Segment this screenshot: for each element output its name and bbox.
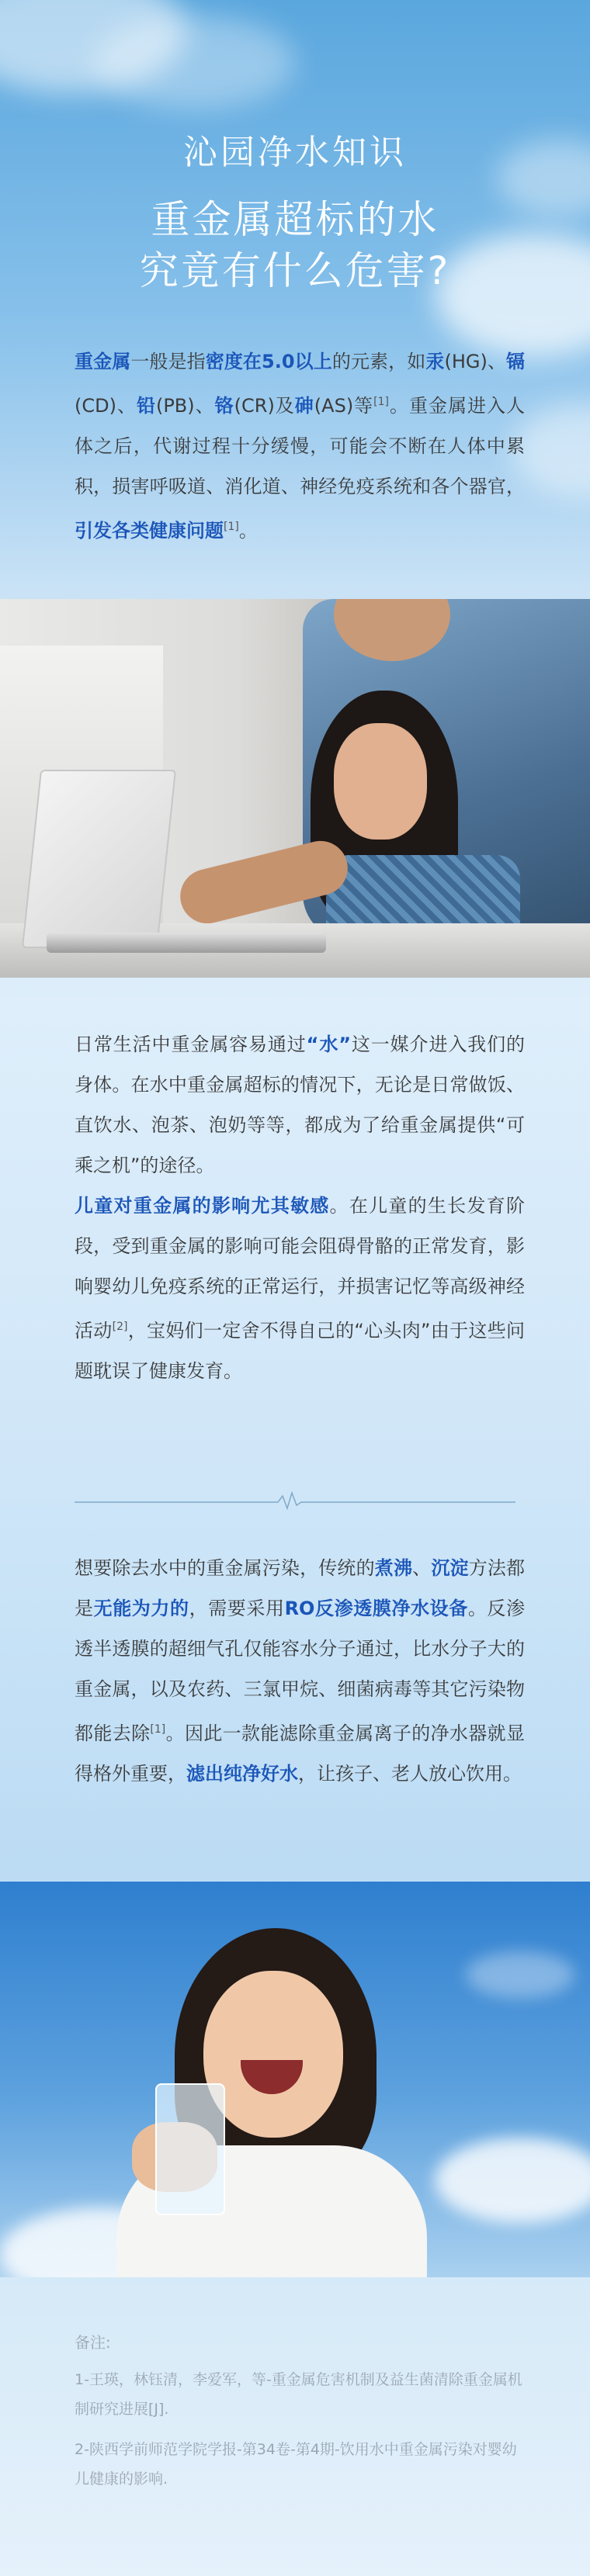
solution-paragraph [75,1548,525,1794]
para4-text: 方法都是 [75,1557,526,1619]
water-paragraph [75,1024,525,1186]
brand-title: 沁园净水知识 [183,133,407,172]
photo-couple-laptop [0,599,590,978]
term-boiling: 煮沸 [374,1557,413,1579]
term-heavy-metal: 重金属 [75,351,131,372]
note-item-1: 1-王瑛，林钰清，李爱军，等-重金属危害机制及益生菌清除重金属机制研究进展[J]. [75,2371,522,2418]
term-arsenic: 砷 [294,395,314,417]
note-item-2: 2-陕西学前师范学院学报-第34卷-第4期-饮用水中重金属污染对婴幼儿健康的影响. [75,2441,517,2488]
term-sedimentation: 沉淀 [431,1557,469,1579]
para4-text: 。反渗透半透膜的超细气孔仅能容水分子通过，比水分子大的重金属，以及农药、三氯甲烷、细菌病毒等其它污染物都能去除 [75,1598,526,1744]
para4-text: ，需要采用 [189,1598,285,1619]
para2-text: 日常生活中重金属容易通过 [75,1034,307,1055]
term-powerless: 无能为力的 [93,1598,189,1619]
term-density: 密度在5.0以上 [205,351,332,372]
para4-text: ，让孩子、老人放心饮用。 [298,1763,522,1785]
para2-text: 这一媒介进入我们的身体。在水中重金属超标的情况下，无论是日常做饭、直饮水、泡茶、泡奶等等，都成为了给重金属提供“可乘之机”的途径。 [75,1034,526,1176]
para3-text: ，宝妈们一定舍不得自己的“心头肉”由于这些问题耽误了健康发育。 [75,1320,525,1382]
intro-text: (CR)及 [234,395,295,417]
intro-text: (PB)、 [155,395,215,417]
term-cadmium: 镉 [506,351,526,372]
intro-text: 的元素，如 [331,351,426,372]
references-notes [75,2328,525,2494]
reference-marker: [1] [373,396,390,408]
children-paragraph [75,1186,525,1391]
intro-text: (AS)等 [314,395,374,417]
photo-girl-drinking-water [0,1882,590,2277]
intro-paragraph [75,341,525,551]
para4-text: 、 [412,1557,432,1579]
reference-marker: [2] [112,1321,128,1333]
term-chromium: 铬 [214,395,234,417]
para3-text: 。在儿童的生长发育阶段，受到重金属的影响可能会阻碍骨骼的正常发育，影响婴幼儿免疫系统的正常运行，并损害记忆等高级神经活动 [75,1195,526,1342]
para4-text: 想要除去水中的重金属污染，传统的 [75,1557,375,1579]
term-pure-water: 滤出纯净好水 [186,1763,298,1785]
term-children-sensitive: 儿童对重金属的影响尤其敏感 [75,1195,330,1217]
headline-line-2: 究竟有什么危害? [139,248,451,293]
para4-text: 。因此一款能滤除重金属离子的净水器就显得格外重要， [75,1723,526,1785]
term-mercury: 汞 [425,351,445,372]
reference-marker: [1] [224,521,239,533]
term-health-problems: 引发各类健康问题 [75,520,224,542]
intro-text: 。 [238,520,258,542]
intro-text: (HG)、 [444,351,507,372]
term-lead: 铅 [136,395,156,417]
reference-marker: [1] [150,1723,166,1736]
headline-line-1: 重金属超标的水 [151,197,439,242]
term-ro-device: RO反渗透膜净水设备 [284,1598,468,1619]
intro-text: (CD)、 [75,395,137,417]
heartbeat-divider-icon [75,1491,515,1510]
intro-text: 一般是指 [130,351,206,372]
term-water: “水” [306,1034,351,1055]
intro-text: 。重金属进入人体之后，代谢过程十分缓慢，可能会不断在人体中累积，损害呼吸道、消化道、神经免疫系统和各个器官， [75,395,525,497]
notes-title: 备注: [75,2333,111,2352]
